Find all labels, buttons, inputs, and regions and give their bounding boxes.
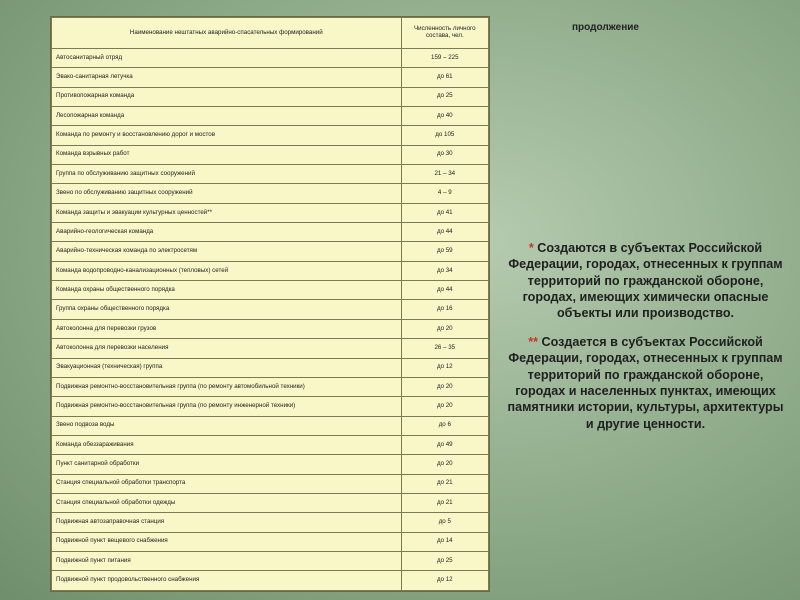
formation-name: Команда по ремонту и восстановлению дорог и мостов [52,126,402,145]
footnote-text: Создаются в субъектах Российской Федерации, городах, отнесенных к группам территорий по гражданской обороне, городах, имеющих химически опасные объекты или производство. [508,241,783,321]
footnote-1 [503,240,788,322]
table-row [52,203,489,222]
footnotes [503,240,788,444]
formation-count: до 41 [401,203,488,222]
table-row [52,358,489,377]
table-row [52,87,489,106]
table-row [52,532,489,551]
table-row [52,493,489,512]
table-row [52,571,489,591]
table-row [52,300,489,319]
table-row [52,184,489,203]
table-row [52,68,489,87]
formation-name: Станция специальной обработки транспорта [52,474,402,493]
footnote-marker: * [528,241,534,255]
table-body [52,49,489,591]
formation-name: Подвижной пункт питания [52,551,402,570]
table-row [52,416,489,435]
formation-name: Автоколонна для перевозки населения [52,339,402,358]
table-row [52,455,489,474]
formation-count: до 20 [401,319,488,338]
table-row [52,107,489,126]
continue-label: продолжение [572,22,639,33]
formation-name: Станция специальной обработки одежды [52,493,402,512]
header-count: Численность личного состава, чел. [401,18,488,49]
table-row [52,474,489,493]
formation-count: до 40 [401,107,488,126]
formation-count: до 12 [401,358,488,377]
formation-name: Эвако-санитарная летучка [52,68,402,87]
formation-count: до 12 [401,571,488,591]
formation-count: до 61 [401,68,488,87]
formation-count: 159 – 225 [401,49,488,68]
table-row [52,126,489,145]
formation-name: Аварийно-геологическая команда [52,223,402,242]
formation-count: до 44 [401,281,488,300]
formation-count: до 34 [401,261,488,280]
formation-name: Команда водопроводно-канализационных (тепловых) сетей [52,261,402,280]
formation-name: Группа по обслуживанию защитных сооружений [52,165,402,184]
formation-count: до 14 [401,532,488,551]
footnote-marker: ** [528,334,539,349]
formation-count: до 20 [401,455,488,474]
formations-table [50,16,490,592]
formation-name: Эвакуационная (техническая) группа [52,358,402,377]
formation-count: до 20 [401,377,488,396]
formation-count: до 21 [401,474,488,493]
formation-count: до 59 [401,242,488,261]
formation-name: Группа охраны общественного порядка [52,300,402,319]
formation-count: до 25 [401,87,488,106]
formation-name: Пункт санитарной обработки [52,455,402,474]
table-row [52,281,489,300]
formation-count: до 20 [401,397,488,416]
formation-name: Команда защиты и эвакуации культурных ценностей** [52,203,402,222]
table-row [52,435,489,454]
formation-name: Подвижной пункт вещевого снабжения [52,532,402,551]
header-name: Наименование нештатных аварийно-спасательных формирований [52,18,402,49]
footnote-2 [503,334,788,432]
formation-count: до 30 [401,145,488,164]
table-row [52,339,489,358]
table-row [52,319,489,338]
table-row [52,49,489,68]
table-row [52,242,489,261]
formation-count: до 16 [401,300,488,319]
table-row [52,145,489,164]
formation-count: до 105 [401,126,488,145]
formation-name: Противопожарная команда [52,87,402,106]
formation-name: Подвижная ремонтно-восстановительная группа (по ремонту автомобильной техники) [52,377,402,396]
formation-name: Команда взрывных работ [52,145,402,164]
formation-name: Подвижная ремонтно-восстановительная группа (по ремонту инженерной техники) [52,397,402,416]
formation-name: Автоколонна для перевозки грузов [52,319,402,338]
formation-count: 21 – 34 [401,165,488,184]
table-row [52,261,489,280]
formation-name: Автосанитарный отряд [52,49,402,68]
table-row [52,551,489,570]
formation-count: до 25 [401,551,488,570]
table-row [52,165,489,184]
formation-count: 4 – 9 [401,184,488,203]
formation-name: Подвижная автозаправочная станция [52,513,402,532]
formation-count: до 49 [401,435,488,454]
formation-name: Команда охраны общественного порядка [52,281,402,300]
formation-name: Команда обеззараживания [52,435,402,454]
table-row [52,223,489,242]
table-row [52,513,489,532]
table-header-row [52,18,489,49]
formation-count: до 44 [401,223,488,242]
table-row [52,397,489,416]
formation-count: 26 – 35 [401,339,488,358]
formation-name: Лесопожарная команда [52,107,402,126]
formation-count: до 21 [401,493,488,512]
formation-count: до 5 [401,513,488,532]
formation-name: Аварийно-техническая команда по электросетям [52,242,402,261]
formation-name: Подвижной пункт продовольственного снабжения [52,571,402,591]
formation-name: Звено подвоза воды [52,416,402,435]
footnote-text: Создается в субъектах Российской Федерации, городах, отнесенных к группам территорий по гражданской обороне, городах и населенных пунктах, имеющих памятники истории, культуры, архитектуры и другие ценности. [507,334,784,431]
table-row [52,377,489,396]
formation-name: Звено по обслуживанию защитных сооружений [52,184,402,203]
formation-count: до 6 [401,416,488,435]
